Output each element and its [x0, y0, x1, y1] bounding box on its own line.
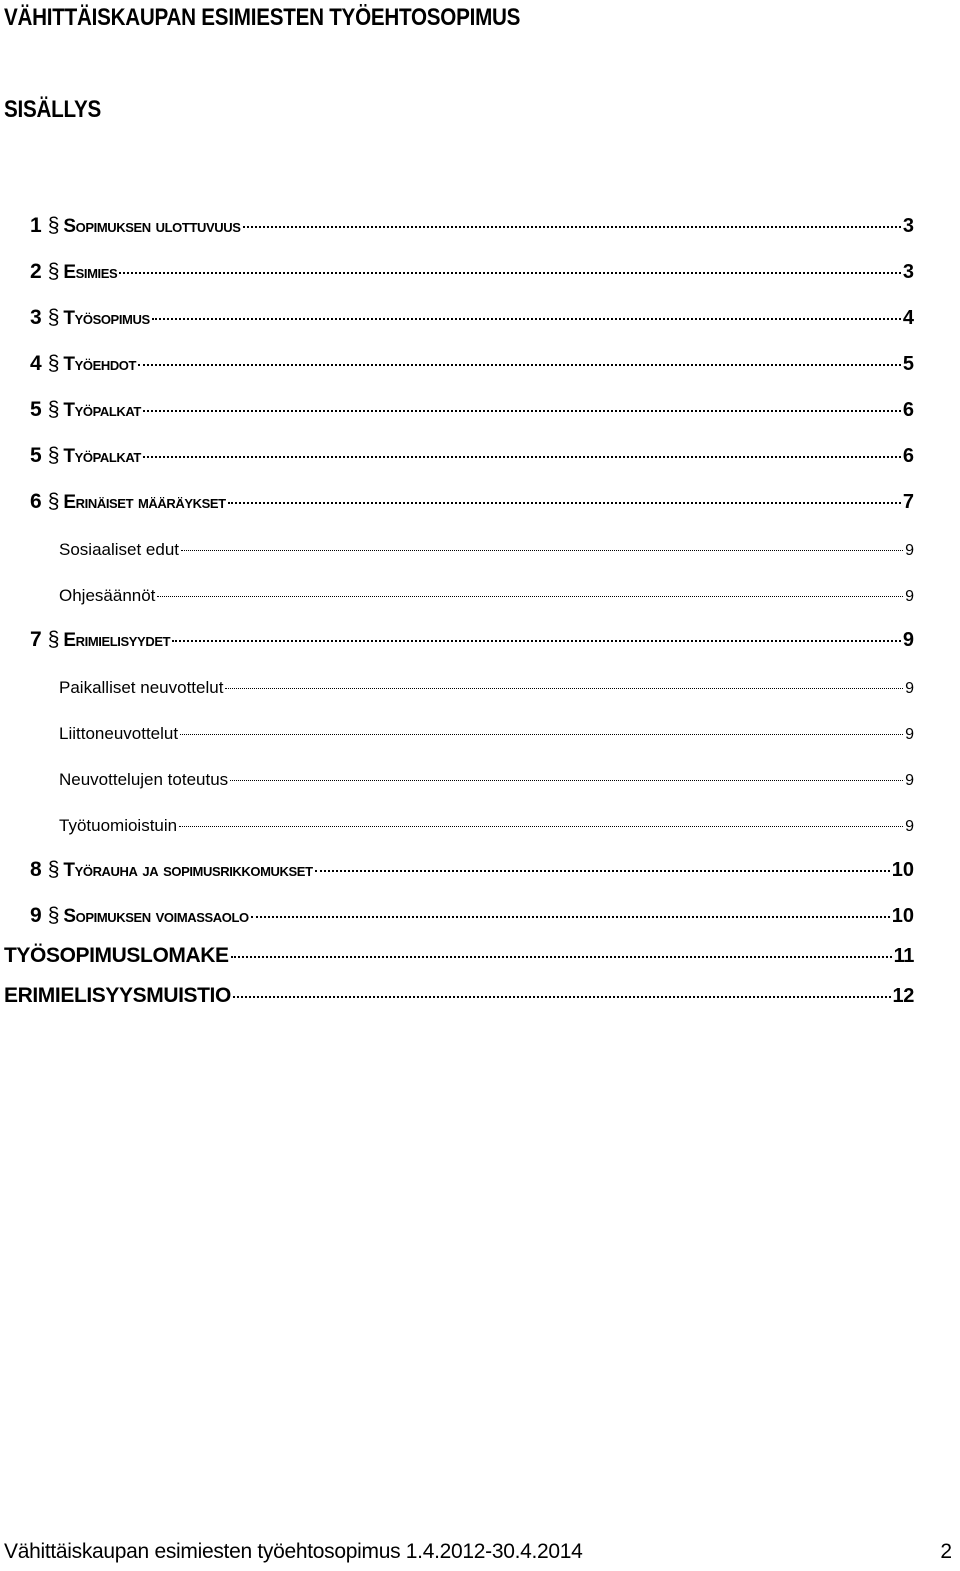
toc-entry-page: 6 [902, 445, 914, 467]
section-sign: § [47, 858, 60, 881]
toc-entry-page: 9 [905, 726, 914, 743]
toc-entry-page: 11 [893, 945, 914, 967]
toc-entry-number: 4 [30, 352, 42, 375]
leader-dots [225, 687, 903, 689]
toc-entry-label: Erimielisyydet [63, 630, 171, 651]
toc-subentry[interactable] [59, 678, 914, 698]
toc-entry-label: Esimies [63, 262, 118, 283]
leader-dots [315, 869, 890, 872]
leader-dots [243, 225, 901, 228]
section-sign: § [47, 398, 60, 421]
toc-subentry[interactable] [59, 816, 914, 836]
toc-entry-number: 5 [30, 444, 42, 467]
toc-entry[interactable] [30, 306, 914, 330]
toc-entry[interactable] [30, 214, 914, 238]
toc-entry-page: 10 [891, 859, 914, 881]
footer-page-number: 2 [940, 1540, 952, 1563]
toc-entry-number: 3 [30, 306, 42, 329]
leader-dots [143, 409, 901, 412]
toc-subentry[interactable] [59, 540, 914, 560]
toc-entry[interactable] [30, 352, 914, 376]
section-sign: § [47, 628, 60, 651]
leader-dots [181, 549, 903, 551]
section-sign: § [47, 490, 60, 513]
toc-entry-number: 8 [30, 858, 42, 881]
toc-entry-label: Työpalkat [63, 446, 141, 467]
toc-entry-page: 9 [905, 818, 914, 835]
toc-entry-page: 9 [905, 542, 914, 559]
leader-dots [251, 915, 890, 918]
leader-dots [152, 317, 901, 320]
section-sign: § [47, 352, 60, 375]
toc-entry-label: Työehdot [63, 354, 137, 375]
leader-dots [119, 271, 901, 274]
toc-entry-number: 7 [30, 628, 42, 651]
toc-entry-number: 5 [30, 398, 42, 421]
toc-subentry[interactable] [59, 770, 914, 790]
toc-entry-page: 10 [891, 905, 914, 927]
toc-entry-label: Sopimuksen ulottuvuus [63, 216, 241, 237]
toc-entry-page: 5 [902, 353, 914, 375]
leader-dots [179, 825, 903, 827]
toc-entry-page: 3 [902, 261, 914, 283]
section-sign: § [47, 444, 60, 467]
toc-entry-label: Työpalkat [63, 400, 141, 421]
section-sign: § [47, 306, 60, 329]
leader-dots [180, 733, 903, 735]
toc-entry-page: 12 [892, 985, 914, 1007]
toc-entry[interactable] [30, 858, 914, 882]
toc-entry-label: Työrauha ja sopimusrikkomukset [63, 860, 313, 881]
page-footer [4, 1540, 952, 1564]
toc-entry-number: 9 [30, 904, 42, 927]
toc-heading: SISÄLLYS [4, 96, 101, 123]
toc-entry-page: 9 [905, 772, 914, 789]
toc-entry-page: 4 [902, 307, 914, 329]
toc-entry-page: 9 [905, 680, 914, 697]
leader-dots [143, 455, 901, 458]
toc-entry[interactable] [30, 628, 914, 652]
section-sign: § [47, 214, 60, 237]
toc-entry-appendix[interactable] [4, 984, 914, 1008]
section-sign: § [47, 260, 60, 283]
toc-entry-number: 1 [30, 214, 42, 237]
toc-entry-label: Työsopimus [63, 308, 150, 329]
leader-dots [233, 995, 891, 998]
toc-entry[interactable] [30, 490, 914, 514]
toc-entry-label: Sosiaaliset edut [59, 540, 180, 559]
leader-dots [172, 639, 901, 642]
toc-entry-label: Työtuomioistuin [59, 816, 178, 835]
leader-dots [231, 955, 892, 958]
toc-entry-label: ERIMIELISYYSMUISTIO [4, 984, 231, 1007]
toc-entry-page: 7 [902, 491, 914, 513]
toc-entry-page: 6 [902, 399, 914, 421]
section-sign: § [47, 904, 60, 927]
leader-dots [230, 779, 903, 781]
toc-entry-label: Neuvottelujen toteutus [59, 770, 229, 789]
footer-text: Vähittäiskaupan esimiesten työehtosopimus 1.4.2012-30.4.2014 [4, 1540, 583, 1563]
toc-entry[interactable] [30, 260, 914, 284]
leader-dots [157, 595, 903, 597]
toc-subentry[interactable] [59, 586, 914, 606]
toc-entry[interactable] [30, 904, 914, 928]
toc-entry-appendix[interactable] [4, 944, 914, 968]
toc-entry-number: 2 [30, 260, 42, 283]
toc-entry-label: Erinäiset määräykset [63, 492, 226, 513]
leader-dots [138, 363, 901, 366]
document-title: VÄHITTÄISKAUPAN ESIMIESTEN TYÖEHTOSOPIMUS [4, 4, 521, 31]
leader-dots [228, 501, 901, 504]
toc-entry-page: 9 [905, 588, 914, 605]
toc-entry-label: Liittoneuvottelut [59, 724, 179, 743]
toc-entry-label: TYÖSOPIMUSLOMAKE [4, 944, 229, 967]
toc-entry-label: Sopimuksen voimassaolo [63, 906, 249, 927]
toc-entry-number: 6 [30, 490, 42, 513]
toc-entry-label: Ohjesäännöt [59, 586, 156, 605]
toc-entry-label: Paikalliset neuvottelut [59, 678, 224, 697]
toc-entry-page: 3 [902, 215, 914, 237]
toc-entry[interactable] [30, 444, 914, 468]
toc-entry[interactable] [30, 398, 914, 422]
toc-subentry[interactable] [59, 724, 914, 744]
toc-entry-page: 9 [902, 629, 914, 651]
